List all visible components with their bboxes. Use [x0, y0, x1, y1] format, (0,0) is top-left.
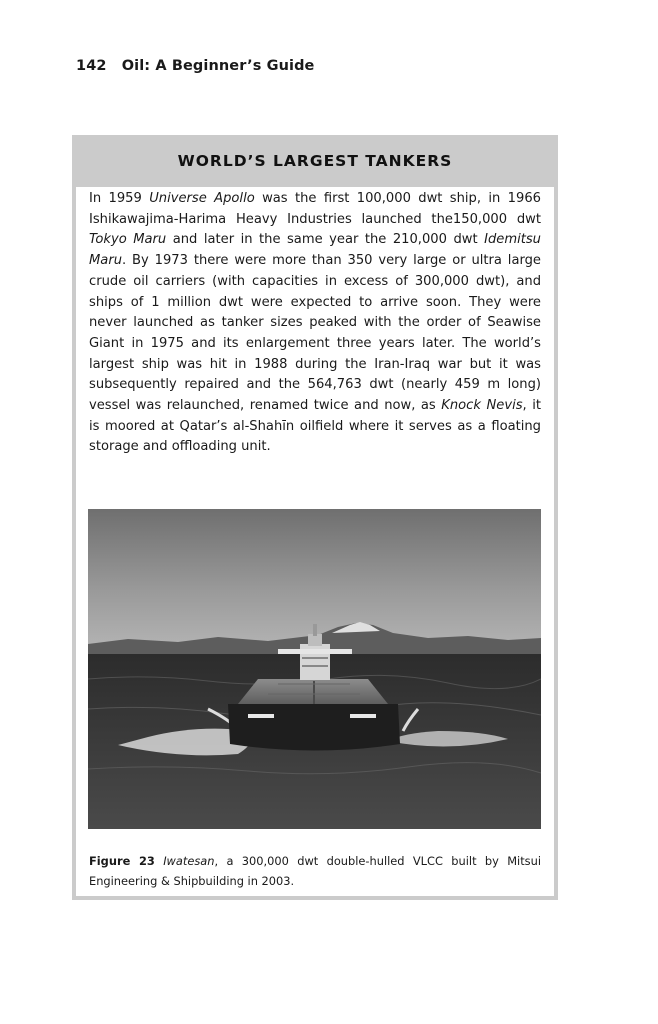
tanker-photo — [88, 509, 541, 829]
running-head — [76, 58, 315, 74]
ship-name: Tokyo Maru — [89, 232, 167, 248]
ship-name: Idemitsu Maru — [89, 232, 541, 269]
page-number: 142 — [76, 58, 107, 74]
ship-name: Knock Nevis — [441, 398, 523, 414]
box-title: WORLD’S LARGEST TANKERS — [177, 152, 453, 170]
figure-ship-name: Iwatesan — [163, 854, 215, 868]
sidebar-box — [72, 135, 558, 900]
paragraph-text: . By 1973 there were more than 350 very large or ultra large crude oil carriers (with capacities in excess of 300,000 dwt), and ships of 1 million dwt were expected to arrive soon. They were never launched as tanker sizes peaked with the order of Seawise Giant in 1975 and its enlargement three years later. The world’s largest ship was hit in 1988 during the Iran-Iraq war but it was subsequently repaired and the 564,763 dwt (nearly 459 m long) vessel was relaunched, renamed twice and now, as — [89, 253, 541, 414]
paragraph-text: In 1959 — [89, 191, 150, 206]
paragraph-text: and later in the same year the 210,000 dwt — [166, 232, 485, 248]
paragraph-text: was the first 100,000 dwt ship, in 1966 Ishikawajima-Harima Heavy Industries launched the150,000 dwt — [89, 191, 541, 227]
figure-caption — [89, 851, 541, 891]
paragraph-text: , it is moored at Qatar’s al-Shahīn oilfield where it serves as a floating storage and offloading unit. — [89, 398, 541, 455]
ship-name: Universe Apollo — [149, 191, 255, 206]
box-paragraph — [89, 189, 541, 458]
box-content — [76, 187, 554, 896]
figure-label: Figure 23 — [89, 854, 155, 868]
book-title: Oil: A Beginner’s Guide — [121, 58, 315, 74]
tanker-photo-image — [88, 509, 541, 829]
figure-caption-text: , a 300,000 dwt double-hulled VLCC built by Mitsui Engineering & Shipbuilding in 2003. — [89, 854, 541, 888]
